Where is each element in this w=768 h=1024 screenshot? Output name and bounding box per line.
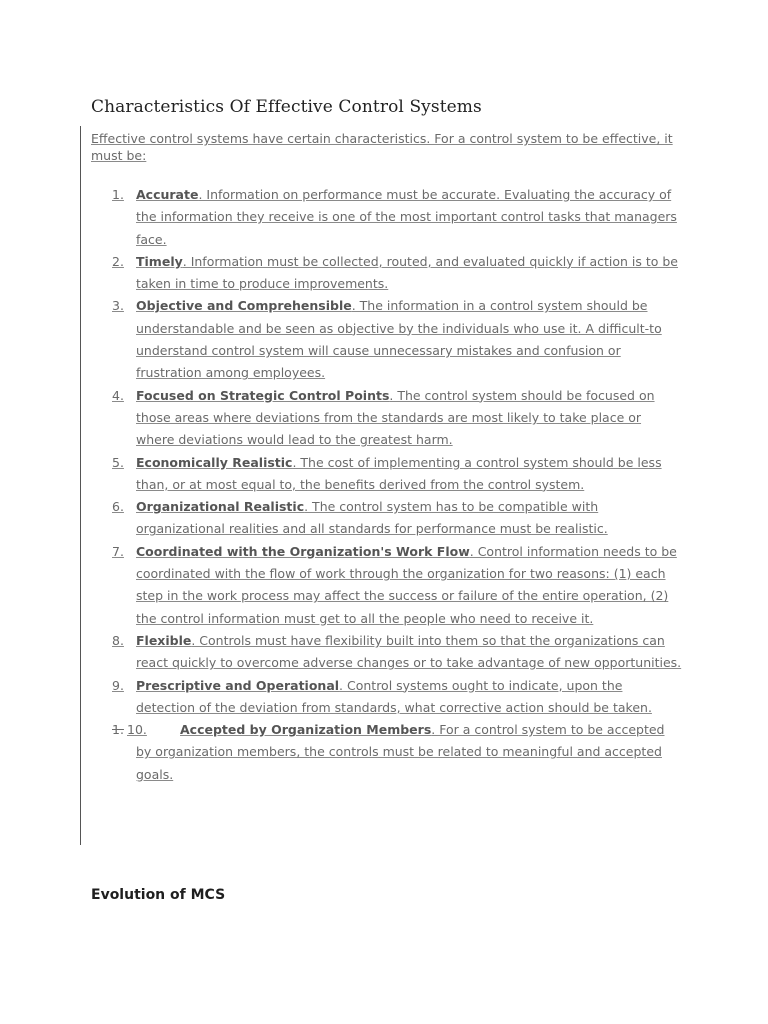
- list-item-term: Focused on Strategic Control Points: [136, 387, 390, 403]
- characteristics-list: [112, 184, 682, 786]
- list-item-term: Prescriptive and Operational: [136, 677, 340, 693]
- list-item: [112, 541, 682, 630]
- list-item-text: . The control system should be focused on those areas where deviations from the standards are most likely to take place or where deviations would lead to the greatest harm.: [136, 387, 655, 448]
- list-item-term: Coordinated with the Organization's Work Flow: [136, 543, 470, 559]
- list-item: [112, 496, 682, 541]
- list-item-text: . Information on performance must be accurate. Evaluating the accuracy of the information they receive is one of the most important control tasks that managers face.: [136, 187, 677, 247]
- list-item-term: Objective and Comprehensible: [136, 298, 352, 314]
- list-item-text: . Information must be collected, routed, and evaluated quickly if action is to be taken in time to produce improvements.: [136, 253, 679, 292]
- list-item-term: Timely: [136, 253, 183, 269]
- list-item-number: 6.: [112, 499, 124, 515]
- list-item-text: . The cost of implementing a control system should be less than, or at most equal to, the benefits derived from the control system.: [136, 454, 662, 492]
- page-title: Characteristics Of Effective Control Systems: [91, 97, 482, 117]
- deleted-list-number: 1.: [112, 722, 124, 738]
- list-item-text: . The control system has to be compatible with organizational realities and all standards for performance must be realistic.: [136, 499, 608, 537]
- list-item-term: Flexible: [136, 632, 192, 648]
- list-item-text-continued: by organization members, the controls must be related to meaningful and accepted goals.: [136, 744, 662, 782]
- list-item-number: 3.: [112, 298, 124, 314]
- list-item: [112, 630, 682, 675]
- list-item-term: Accepted by Organization Members: [180, 722, 432, 738]
- list-item: [112, 719, 682, 786]
- list-item-number: 9.: [112, 677, 124, 693]
- list-item: [112, 184, 682, 251]
- list-item-term: Accurate: [136, 187, 199, 202]
- list-item: [112, 295, 682, 384]
- list-item-number: 7.: [112, 543, 124, 559]
- list-item-number: 4.: [112, 387, 124, 403]
- list-item-text: . Control systems ought to indicate, upon the detection of the deviation from standards, what corrective action should be taken.: [136, 677, 652, 715]
- list-item-number: 1.: [112, 187, 124, 202]
- list-item-text: . Controls must have flexibility built into them so that the organizations can react quickly to overcome adverse changes or to take advantage of new opportunities.: [136, 632, 682, 671]
- list-item-number: 10.: [127, 722, 147, 738]
- list-item: [112, 452, 682, 497]
- list-item-number: 8.: [112, 632, 124, 648]
- revision-change-bar: [80, 126, 81, 845]
- list-item-text: . The information in a control system should be understandable and be seen as objective by the individuals who use it. A difficult-to understand control system will cause unnecessary mistakes and confusion or frustration among employees.: [136, 298, 662, 381]
- list-item: [112, 385, 682, 452]
- list-item: [112, 251, 682, 296]
- intro-paragraph: Effective control systems have certain characteristics. For a control system to be effective, it must be:: [91, 131, 673, 163]
- list-item-term: Organizational Realistic: [136, 499, 305, 515]
- section-heading: Evolution of MCS: [91, 887, 226, 903]
- list-item-number: 2.: [112, 253, 124, 269]
- list-item-term: Economically Realistic: [136, 454, 293, 470]
- list-item-text: . For a control system to be accepted: [431, 722, 665, 738]
- list-item: [112, 675, 682, 720]
- list-item-number: 5.: [112, 454, 124, 470]
- list-item-text: . Control information needs to be coordinated with the flow of work through the organization for two reasons: (1) each step in the work process may affect the success or failure of the entire operation, (2) the control information must get to all the people who need to receive it.: [136, 543, 677, 626]
